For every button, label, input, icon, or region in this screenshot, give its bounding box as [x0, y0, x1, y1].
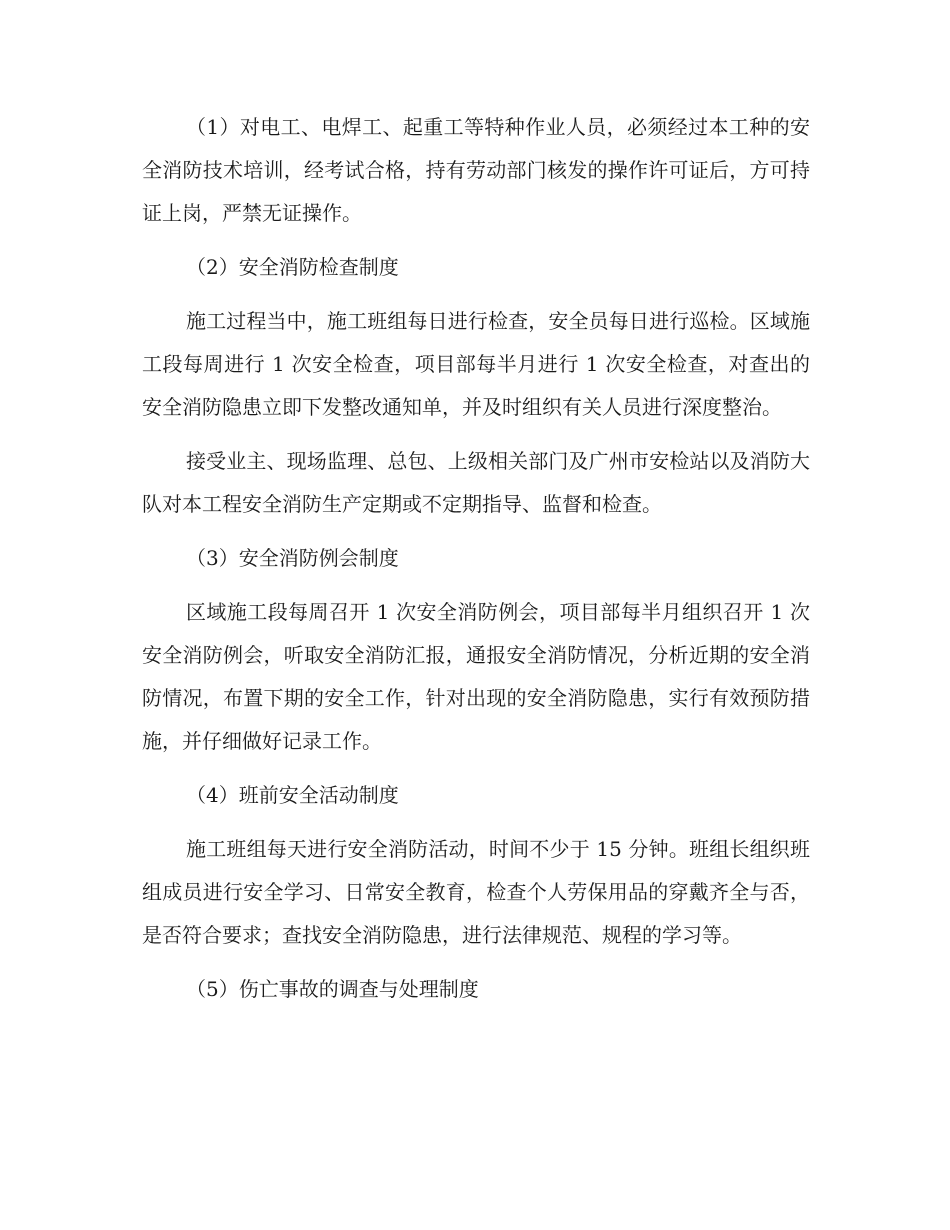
- paragraph-pre-shift-activity: 施工班组每天进行安全消防活动，时间不少于 15 分钟。班组长组织班组成员进行安全学习、日常安全教育，检查个人劳保用品的穿戴齐全与否，是否符合要求；查找安全消防隐患，进行法律规范、规程的学习等。: [142, 837, 810, 947]
- paragraph-meeting-schedule: 区域施工段每周召开 1 次安全消防例会，项目部每半月组织召开 1 次安全消防例会，听取安全消防汇报，通报安全消防情况，分析近期的安全消防情况，布置下期的安全工作，针对出现的安全消防隐患，实行有效预防措施，并仔细做好记录工作。: [142, 600, 810, 753]
- section-heading-accident-investigation: （5）伤亡事故的调查与处理制度: [186, 977, 479, 1001]
- paragraph-special-workers: （1）对电工、电焊工、起重工等特种作业人员，必须经过本工种的安全消防技术培训，经考试合格，持有劳动部门核发的操作许可证后，方可持证上岗，严禁无证操作。: [142, 115, 810, 225]
- paragraph-external-supervision: 接受业主、现场监理、总包、上级相关部门及广州市安检站以及消防大队对本工程安全消防生产定期或不定期指导、监督和检查。: [142, 449, 810, 516]
- document-body: [142, 106, 810, 1011]
- section-heading-safety-inspection: （2）安全消防检查制度: [186, 255, 399, 279]
- section-heading-safety-meeting: （3）安全消防例会制度: [186, 546, 399, 570]
- paragraph-inspection-schedule: 施工过程当中，施工班组每日进行检查，安全员每日进行巡检。区域施工段每周进行 1 次安全检查，项目部每半月进行 1 次安全检查，对查出的安全消防隐患立即下发整改通知单，并及时组织有关人员进行深度整治。: [142, 309, 810, 419]
- section-heading-pre-shift-activity: （4）班前安全活动制度: [186, 783, 399, 807]
